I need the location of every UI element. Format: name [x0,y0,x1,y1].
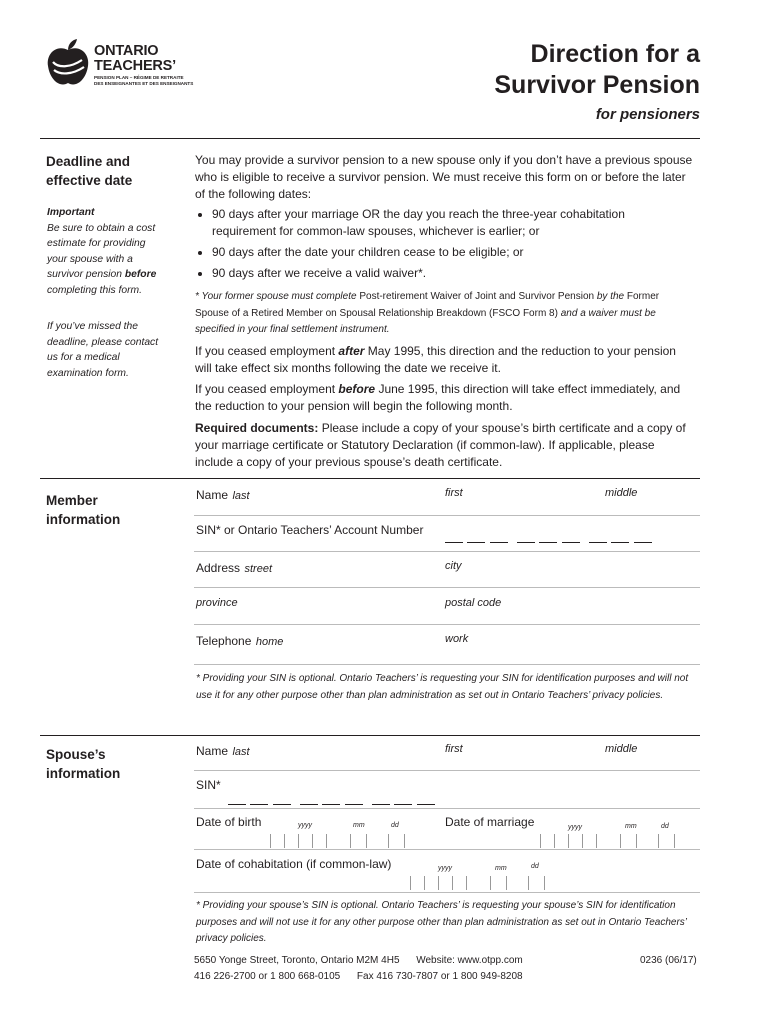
member-sin-footnote: * Providing your SIN is optional. Ontario Teachers’ is requesting your SIN for identification purposes and will not use it for any other purpose other than plan administration as set out in Ontario Teachers’ privacy policies. [196,673,689,701]
spouse-name-field[interactable]: Name last [196,744,250,758]
form-code: 0236 (06/17) [640,955,697,966]
list-item: • 90 days after we receive a valid waiver*. [212,265,692,282]
member-telephone-home-field[interactable]: Telephone home [196,634,284,648]
missed-deadline-note: If you’ve missed the deadline, please contact us for a medical examination form. [47,321,159,379]
spouse-dob-label: Date of birth [196,815,262,829]
member-first-name-field[interactable]: first [445,487,463,499]
spouse-middle-name-field[interactable]: middle [605,743,638,755]
footer-fax: Fax 416 730-7807 or 1 800 949-8208 [356,971,523,982]
brand-tagline-line2: DES ENSEIGNANTES ET DES ENSEIGNANTS [94,81,194,86]
header-divider [40,138,700,139]
footer-phone: 416 226-2700 or 1 800 668-0105 [194,971,341,982]
brand-tagline [94,75,204,87]
spouse-sin-footnote: * Providing your spouse’s SIN is optional. Ontario Teachers’ is requesting your spouse’s SIN for identification purposes and will not use it for any other purpose other than plan administration as set out in Ontario Teachers’ privacy policies. [196,900,687,944]
spouse-marriage-date-input[interactable]: yyyy mm dd [540,818,690,848]
footer-phone-line [194,969,523,985]
page-title-line2: Survivor Pension [494,71,700,99]
spouse-heading: Spouse’s information [46,747,121,781]
spouse-dob-input[interactable]: yyyy mm dd [270,818,420,848]
member-province-field[interactable]: province [196,597,238,609]
footer-address-line [194,953,523,969]
section-divider [40,735,700,736]
important-note: Important Be sure to obtain a cost estimate for providing your spouse with a survivor pension before completing this form. [47,205,165,298]
footer-address: 5650 Yonge Street, Toronto, Ontario M2M 4H5 [194,955,400,966]
member-address-field[interactable]: Address street [196,561,272,575]
member-sin-input[interactable] [445,530,652,548]
spouse-cohabitation-date-input[interactable]: yyyy mm dd [410,860,560,890]
member-middle-name-field[interactable]: middle [605,487,638,499]
member-city-field[interactable]: city [445,560,462,572]
brand-tagline-line1: PENSION PLAN – RÉGIME DE RETRAITE [94,75,184,80]
member-postal-code-field[interactable]: postal code [445,597,502,609]
deadline-intro: You may provide a survivor pension to a new spouse only if you don’t have a previous spouse who is eligible to receive a survivor pension. We must receive this form on or before the later of the following dates: [195,153,693,201]
deadline-heading: Deadline and effective date [46,154,133,188]
brand-name-line2: TEACHERS’ [94,58,176,74]
deadline-bullets [198,206,692,286]
list-item: • 90 days after the date your children cease to be eligible; or [212,244,692,261]
section-divider [40,478,700,479]
spouse-first-name-field[interactable]: first [445,743,463,755]
member-heading: Member information [46,493,121,527]
important-label: Important [47,207,95,218]
spouse-sin-label: SIN* [196,778,221,792]
spouse-cohabitation-date-label: Date of cohabitation (if common-law) [196,857,392,871]
member-sin-label: SIN* or Ontario Teachers’ Account Number [196,523,424,537]
waiver-footnote: * Your former spouse must complete Post-retirement Waiver of Joint and Survivor Pension by the Former Spouse of a Retired Member on Spousal Relationship Breakdown (FSCO Form 8) and a waiver must be specified in your final settlement instrument. [195,291,660,335]
spouse-marriage-date-label: Date of marriage [445,815,535,829]
ceased-before-paragraph: If you ceased employment before June 1995, this direction will take effect immediately, and the reduction to your pension will begin the following month. [195,382,681,413]
member-name-field[interactable]: Name last [196,488,250,502]
page-subtitle: for pensioners [595,106,700,123]
brand-name-line1: ONTARIO [94,43,159,59]
footer-website: Website: www.otpp.com [416,955,523,966]
ontario-teachers-apple-logo-icon [46,38,90,88]
member-telephone-work-field[interactable]: work [445,633,469,645]
list-item: • 90 days after your marriage OR the day you reach the three-year cohabitation requirement for common-law spouses, whichever is earlier; or [212,206,692,240]
page-title-line1: Direction for a [530,40,700,68]
required-documents: Required documents: Please include a copy of your spouse’s birth certificate and a copy of your marriage certificate or Statutory Declaration (if common-law). If applicable, please include a copy of your previous spouse’s death certificate. [195,421,686,469]
ceased-after-paragraph: If you ceased employment after May 1995, this direction and the reduction to your pension will take effect six months following the date we receive it. [195,344,676,375]
